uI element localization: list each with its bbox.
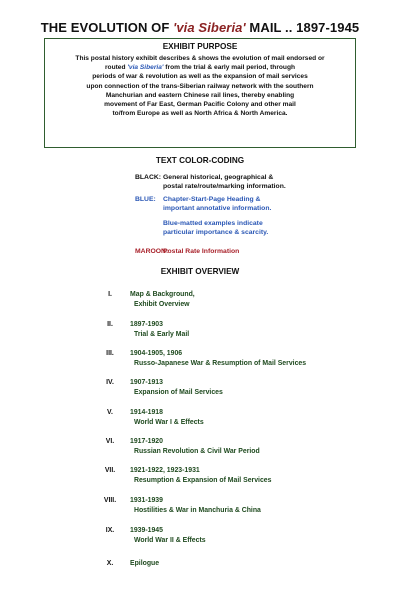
overview-item-line2: World War I & Effects bbox=[134, 418, 204, 426]
title-suffix: MAIL .. 1897-1945 bbox=[245, 20, 360, 35]
overview-item-text bbox=[130, 496, 261, 515]
color-coding-maroon bbox=[135, 247, 240, 256]
purpose-line: to/from Europe as well as North Africa & North America. bbox=[112, 110, 288, 118]
overview-item-line1: 1921-1922, 1923-1931 bbox=[130, 467, 200, 474]
overview-item-line2: Expansion of Mail Services bbox=[134, 388, 223, 396]
overview-item-number: II. bbox=[107, 321, 113, 328]
blue-line: Blue-matted examples indicate bbox=[163, 220, 263, 227]
purpose-line: from the trial & early mail period, through bbox=[163, 64, 295, 72]
blue-line: particular importance & scarcity. bbox=[163, 229, 269, 236]
purpose-line: upon connection of the trans-Siberian railway network with the southern bbox=[86, 82, 314, 90]
overview-item-number: IV. bbox=[106, 379, 114, 386]
maroon-label: MAROON: bbox=[135, 248, 169, 255]
overview-item-line1: 1907-1913 bbox=[130, 379, 163, 386]
purpose-line: This postal history exhibit describes & shows the evolution of mail endorsed or bbox=[75, 55, 325, 62]
overview-item-line1: 1939-1945 bbox=[130, 527, 163, 534]
page-title bbox=[0, 20, 400, 35]
overview-item-number: III. bbox=[106, 350, 114, 357]
black-label: BLACK: bbox=[135, 174, 162, 181]
overview-item-line2: Resumption & Expansion of Mail Services bbox=[134, 476, 272, 484]
blue-label: BLUE: bbox=[135, 196, 156, 203]
overview-item-text bbox=[130, 320, 189, 339]
blue-matted-description bbox=[163, 219, 268, 237]
overview-item-text bbox=[130, 526, 206, 545]
overview-item-text bbox=[130, 559, 159, 569]
overview-item-line1: 1897-1903 bbox=[130, 321, 163, 328]
overview-item-line2: Trial & Early Mail bbox=[134, 330, 190, 338]
exhibit-purpose-heading: EXHIBIT PURPOSE bbox=[162, 42, 238, 51]
overview-item-text bbox=[130, 290, 195, 309]
overview-item-number: V. bbox=[107, 409, 113, 416]
black-description bbox=[163, 173, 286, 191]
overview-item-number: VI. bbox=[105, 438, 115, 445]
purpose-line: Manchurian and eastern Chinese rail lines, thereby enabling bbox=[105, 91, 295, 99]
overview-item-line1: 1917-1920 bbox=[130, 438, 163, 445]
overview-item-line1: Map & Background, bbox=[130, 291, 195, 298]
blue-description bbox=[163, 195, 271, 213]
overview-item-line2: Russo-Japanese War & Resumption of Mail Services bbox=[134, 359, 307, 367]
purpose-line: movement of Far East, German Pacific Colony and other mail bbox=[104, 101, 296, 109]
overview-item-text bbox=[130, 437, 260, 456]
overview-item-number: X. bbox=[106, 560, 114, 567]
overview-item-line2: Hostilities & War in Manchuria & China bbox=[134, 506, 261, 514]
overview-item-line1: 1904-1905, 1906 bbox=[130, 350, 183, 357]
black-line: postal rate/route/marking information. bbox=[163, 183, 286, 190]
exhibit-purpose-box bbox=[44, 38, 356, 148]
overview-item-line2: Russian Revolution & Civil War Period bbox=[134, 447, 260, 455]
color-coding-blue bbox=[135, 195, 272, 212]
color-coding-heading: TEXT COLOR-CODING bbox=[155, 156, 245, 165]
overview-item-line1: Epilogue bbox=[130, 560, 160, 567]
title-via-siberia: 'via Siberia' bbox=[173, 20, 246, 35]
overview-item-text bbox=[130, 378, 223, 397]
overview-item-line1: 1914-1918 bbox=[130, 409, 163, 416]
purpose-via-siberia: 'via Siberia' bbox=[127, 64, 164, 72]
black-line: General historical, geographical & bbox=[163, 174, 274, 181]
overview-item-text bbox=[130, 466, 271, 485]
color-coding-black bbox=[135, 173, 286, 190]
overview-item-line1: 1931-1939 bbox=[130, 497, 163, 504]
overview-item-number: VII. bbox=[104, 467, 116, 474]
overview-item-number: I. bbox=[108, 291, 112, 298]
overview-item-line2: World War II & Effects bbox=[134, 536, 206, 544]
overview-item-text bbox=[130, 349, 306, 368]
overview-item-text bbox=[130, 408, 204, 427]
overview-item-number: VIII. bbox=[103, 497, 117, 504]
overview-item-line2: Exhibit Overview bbox=[134, 300, 190, 308]
exhibit-purpose-text bbox=[51, 54, 349, 118]
blue-line: Chapter-Start-Page Heading & bbox=[163, 196, 261, 203]
title-prefix: THE EVOLUTION OF bbox=[40, 20, 174, 35]
blue-line: important annotative information. bbox=[163, 205, 272, 212]
purpose-line: periods of war & revolution as well as the expansion of mail services bbox=[92, 73, 308, 81]
purpose-line: routed bbox=[104, 64, 128, 72]
overview-item-number: IX. bbox=[105, 527, 115, 534]
exhibit-overview-heading: EXHIBIT OVERVIEW bbox=[160, 267, 240, 276]
maroon-description: Postal Rate Information bbox=[163, 248, 240, 255]
